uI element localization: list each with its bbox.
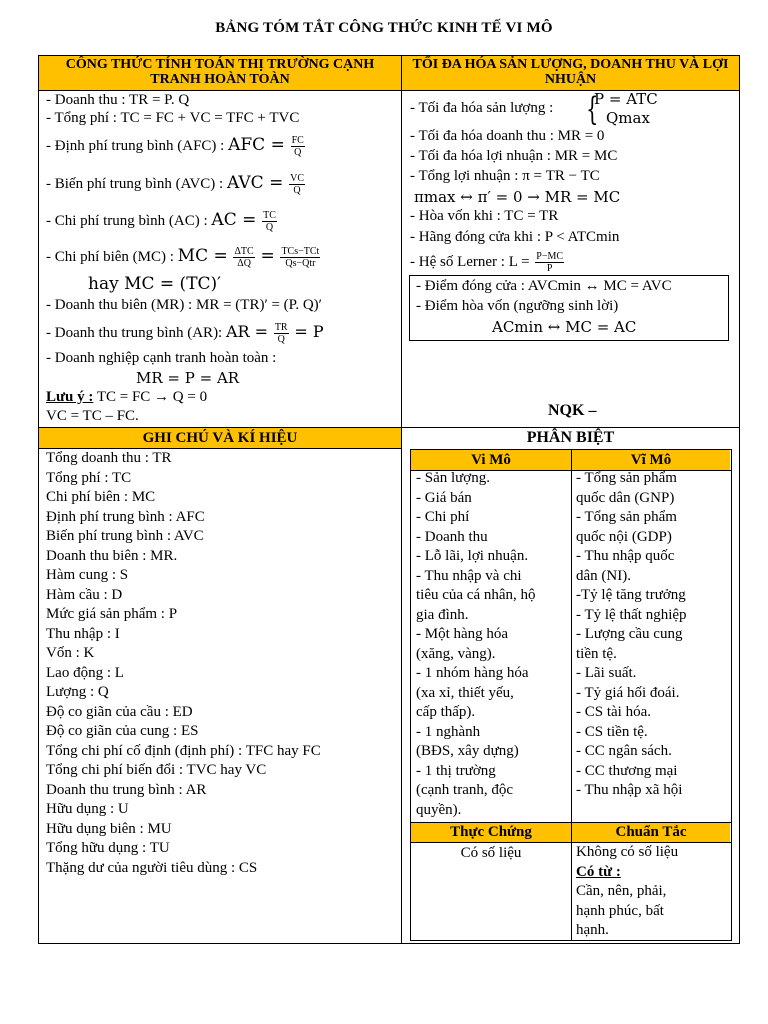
note-item: Hàm cung : S <box>46 567 129 583</box>
note <box>46 389 207 406</box>
shutdown: - Hãng đóng cửa khi : P < ATCmin <box>410 229 620 245</box>
mc-den-1: ΔQ <box>237 258 251 270</box>
note-item: Lao động : L <box>46 664 124 681</box>
normative-header <box>572 823 730 842</box>
ar-den: Q <box>277 334 285 346</box>
breakeven: - Hòa vốn khi : TC = TR <box>410 208 559 224</box>
note-item: Doanh thu biên : MR. <box>46 547 178 564</box>
micro-item: cấp thấp). <box>416 704 476 720</box>
note-item: Biến phí trung bình : AVC <box>46 528 204 544</box>
normative-item: hạnh phúc, bất <box>576 902 664 919</box>
macro-item: - CC ngân sách. <box>576 743 672 759</box>
page-title: BẢNG TÓM TẮT CÔNG THỨC KINH TẾ VI MÔ <box>215 20 553 36</box>
micro-item: - Chi phí <box>416 509 470 525</box>
lerner-fraction <box>535 251 564 274</box>
micro-item: (BĐS, xây dựng) <box>416 743 519 759</box>
note-item: Thặng dư của người tiêu dùng : CS <box>46 859 258 876</box>
micro-item: (cạnh tranh, độc <box>416 782 514 798</box>
ar-num: TR <box>274 322 288 334</box>
macro-item: - Lượng cầu cung <box>576 626 683 642</box>
afc-den: Q <box>294 147 302 159</box>
mc-label: - Chi phí biên (MC) : <box>46 249 178 265</box>
formula-total-cost: - Tổng phí : TC = FC + VC = TFC + TVC <box>46 110 300 126</box>
note-item: Hữu dụng : U <box>46 801 129 817</box>
lerner-num: P−MC <box>536 251 564 263</box>
note-vc: VC = TC – FC. <box>46 408 139 424</box>
macro-item: tiền tệ. <box>576 645 617 662</box>
right-bottom-header: PHÂN BIỆT <box>526 429 615 446</box>
note-item: Tổng chi phí cố định (định phí) : TFC hay FC <box>46 742 321 759</box>
macro-item: - Tỷ giá hối đoái. <box>576 684 680 701</box>
max-profit: - Tối đa hóa lợi nhuận : MR = MC <box>410 148 618 164</box>
micro-item: - Doanh thu <box>416 528 488 545</box>
macro-header-text: Vĩ Mô <box>630 452 672 468</box>
ac-den: Q <box>265 222 274 234</box>
formula-revenue: - Doanh thu : TR = P. Q <box>46 92 190 108</box>
left-bottom-header-text: GHI CHÚ VÀ KÍ HIỆU <box>142 430 298 446</box>
micro-header <box>411 450 571 470</box>
macro-item: - Tỷ lệ thất nghiệp <box>576 606 687 623</box>
note-item: Hữu dụng biên : MU <box>46 820 172 837</box>
macro-item: - Thu nhập xã hội <box>576 782 683 798</box>
avc-den: Q <box>293 185 301 197</box>
formula-afc <box>46 128 307 162</box>
ar-rhs: = P <box>294 322 324 341</box>
lerner <box>410 246 566 278</box>
note-item: Độ co giãn của cung : ES <box>46 723 199 739</box>
avc-label: - Biến phí trung bình (AVC) : <box>46 176 227 192</box>
macro-item: - Lãi suất. <box>576 665 637 681</box>
micro-item: - Lỗ lãi, lợi nhuận. <box>416 548 529 564</box>
lerner-label: - Hệ số Lerner : L = <box>410 254 530 270</box>
afc-label: - Định phí trung bình (AFC) : <box>46 138 229 154</box>
note-item: Tổng doanh thu : TR <box>46 450 172 466</box>
note-text: TC = FC → Q = 0 <box>93 389 208 405</box>
normative-lines <box>576 882 678 941</box>
brace-icon: { <box>586 90 599 128</box>
normative-cell <box>576 843 678 941</box>
normative-item: hạnh. <box>576 922 609 938</box>
ar-label: - Doanh thu trung bình (AR): <box>46 325 226 341</box>
micro-item: tiêu của cá nhân, hộ <box>416 587 536 603</box>
formula-ac <box>46 203 279 237</box>
micro-item: gia đình. <box>416 606 469 623</box>
formula-avc <box>46 166 307 200</box>
breakeven-point: - Điểm hòa vốn (ngưỡng sinh lời) <box>416 298 619 314</box>
author: NQK – <box>548 402 597 419</box>
ac-lhs: AC = <box>211 210 257 230</box>
ar-fraction <box>274 322 289 345</box>
macro-item: -Tỷ lệ tăng trưởng <box>576 587 686 603</box>
mc-fraction-1 <box>233 246 254 269</box>
macro-item: - Thu nhập quốc <box>576 548 675 564</box>
formula-mc <box>46 239 322 273</box>
micro-item: - 1 nghành <box>416 723 481 740</box>
breakeven-point-eq: ACmin ↔ MC = AC <box>492 318 637 336</box>
lerner-den: P <box>546 263 553 275</box>
comparison-divider <box>571 449 572 940</box>
perfect-competition-eq: MR = P = AR <box>136 369 240 387</box>
right-top-header <box>402 56 739 91</box>
ac-fraction <box>262 210 277 233</box>
micro-item: - Một hàng hóa <box>416 626 509 642</box>
macro-item: - Tổng sản phẩm <box>576 509 677 525</box>
macro-item: - Tổng sản phẩm <box>576 470 677 486</box>
left-bottom-header <box>39 428 401 448</box>
macro-list <box>576 469 687 801</box>
avc-num: VC <box>290 173 304 185</box>
note-item: Lượng : Q <box>46 684 109 700</box>
ar-lhs: AR = <box>225 322 269 341</box>
micro-item: - 1 nhóm hàng hóa <box>416 665 529 681</box>
mc-lhs: MC = <box>177 246 228 266</box>
afc-num: FC <box>291 135 304 147</box>
left-top-header-text: CÔNG THỨC TÍNH TOÁN THỊ TRƯỜNG CẠNH TRANH HOÀN TOÀN <box>65 57 375 87</box>
avc-lhs: AVC = <box>226 173 284 193</box>
micro-header-text: Vi Mô <box>471 452 511 468</box>
micro-item: (xăng, vàng). <box>416 645 496 662</box>
micro-item: - Giá bán <box>416 489 472 506</box>
note-item: Hàm cầu : D <box>46 586 123 603</box>
macro-item: quốc dân (GNP) <box>576 489 675 506</box>
macro-item: dân (NI). <box>576 567 631 584</box>
macro-item: quốc nội (GDP) <box>576 528 672 545</box>
normative-bold: Có từ : <box>576 863 621 880</box>
micro-item: quyền). <box>416 801 462 818</box>
mc-num-1: ΔTC <box>234 246 254 258</box>
formula-mc-alt: hay MC = (TC)′ <box>88 274 222 294</box>
ac-label: - Chi phí trung bình (AC) : <box>46 213 212 229</box>
right-header-rule <box>401 90 740 91</box>
center-divider <box>401 55 402 943</box>
afc-lhs: AFC = <box>228 135 285 155</box>
total-profit: - Tổng lợi nhuận : π = TR − TC <box>410 168 600 184</box>
max-output-label: - Tối đa hóa sản lượng : <box>410 100 554 116</box>
note-item: Chi phí biên : MC <box>46 489 156 505</box>
note-item: Vốn : K <box>46 645 95 661</box>
positive-text: Có số liệu <box>460 845 522 861</box>
notes-list <box>46 449 321 878</box>
positive-header <box>411 823 571 842</box>
macro-item: - CS tài hóa. <box>576 704 651 720</box>
shutdown-point: - Điểm đóng cửa : AVCmin ↔ MC = AVC <box>416 278 672 294</box>
left-header-rule <box>38 90 402 91</box>
macro-item: - CC thương mại <box>576 762 678 779</box>
right-top-header-text: TỐI ĐA HÓA SẢN LƯỢNG, DOANH THU VÀ LỢI NHUẬN <box>412 57 729 87</box>
formula-mr: - Doanh thu biên (MR) : MR = (TR)′ = (P. Q)′ <box>46 297 322 313</box>
mc-equals: = <box>260 246 275 266</box>
note-item: Tổng chi phí biến đổi : TVC hay VC <box>46 762 267 778</box>
macro-header <box>572 450 730 470</box>
afc-fraction <box>291 135 305 158</box>
normative-header-text: Chuẩn Tắc <box>615 824 687 840</box>
micro-item: - 1 thị trường <box>416 762 496 779</box>
avc-fraction <box>289 173 305 196</box>
note-item: Mức giá sản phẩm : P <box>46 606 178 622</box>
mc-fraction-2 <box>280 246 320 269</box>
ac-num: TC <box>263 210 276 222</box>
positive-header-text: Thực Chứng <box>450 824 532 840</box>
note-item: Doanh thu trung bình : AR <box>46 781 207 798</box>
perfect-competition: - Doanh nghiệp cạnh tranh hoàn toàn : <box>46 350 277 366</box>
note-item: Thu nhập : I <box>46 625 120 642</box>
pi-max: πmax ↔ π′ = 0 → MR = MC <box>414 188 621 206</box>
note-label: Lưu ý : <box>46 389 94 405</box>
normative-line-1: Không có số liệu <box>576 844 679 860</box>
note-item: Tổng hữu dụng : TU <box>46 840 170 856</box>
mc-den-2: Qs−Qtr <box>285 258 316 270</box>
max-output-line-2: Qmax <box>606 109 650 127</box>
mc-num-2: TCs−TCt <box>281 246 320 258</box>
macro-item: - CS tiền tệ. <box>576 723 648 740</box>
micro-list <box>416 469 536 820</box>
note-item: Định phí trung bình : AFC <box>46 508 205 525</box>
note-item: Độ co giãn của cầu : ED <box>46 703 193 720</box>
normative-item: Cần, nên, phải, <box>576 883 667 899</box>
micro-item: - Thu nhập và chi <box>416 567 522 584</box>
micro-item: - Sản lượng. <box>416 470 490 486</box>
max-output-line-1: P = ATC <box>594 90 658 108</box>
micro-item: (xa xỉ, thiết yếu, <box>416 684 514 701</box>
note-item: Tổng phí : TC <box>46 469 132 486</box>
left-top-header <box>39 56 401 91</box>
max-revenue: - Tối đa hóa doanh thu : MR = 0 <box>410 128 605 144</box>
formula-ar <box>46 315 324 349</box>
